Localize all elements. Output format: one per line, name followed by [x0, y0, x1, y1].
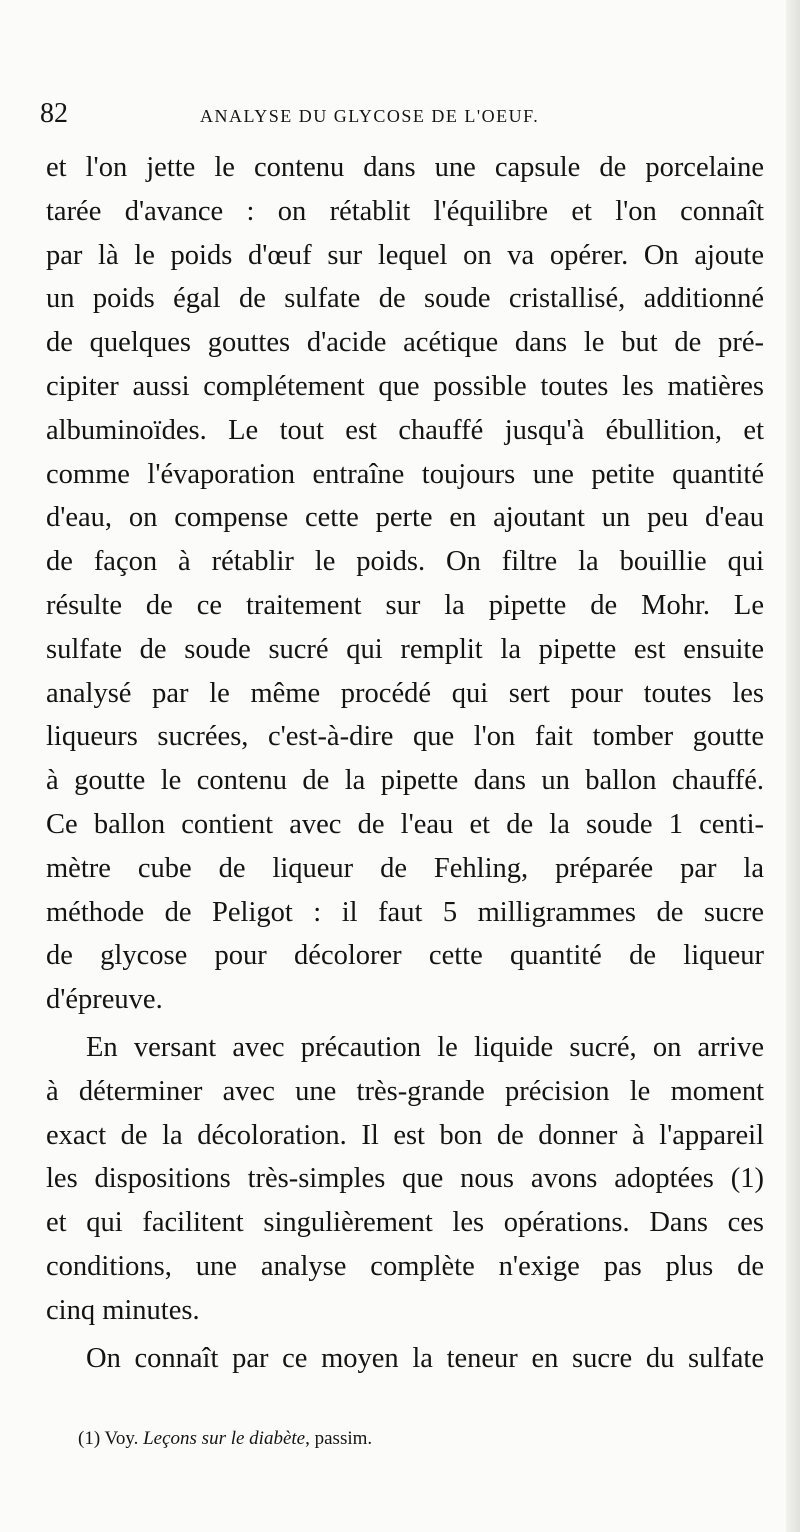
text-line: conditions, une analyse complète n'exige pas plus de	[46, 1250, 764, 1282]
body-text	[46, 146, 764, 1380]
text-line: à déterminer avec une très-grande précision le moment	[46, 1075, 764, 1107]
text-line: En versant avec précaution le liquide sucré, on arrive	[86, 1031, 764, 1063]
text-line: On connaît par ce moyen la teneur en sucre du sulfate	[86, 1342, 764, 1374]
text-line: de façon à rétablir le poids. On filtre la bouillie qui	[46, 546, 764, 578]
text-line: les dispositions très-simples que nous avons adoptées (1)	[46, 1163, 764, 1195]
footnote	[78, 1426, 372, 1452]
text-line: Ce ballon contient avec de l'eau et de la soude 1 centi-	[46, 808, 764, 840]
text-line: liqueurs sucrées, c'est-à-dire que l'on fait tomber goutte	[46, 721, 764, 753]
text-line: méthode de Peligot : il faut 5 milligrammes de sucre	[46, 896, 764, 928]
footnote-title: Leçons sur le diabète	[143, 1428, 306, 1449]
page-gutter-shadow	[786, 0, 800, 1532]
text-line: tarée d'avance : on rétablit l'équilibre et l'on connaît	[46, 195, 764, 227]
text-line: par là le poids d'œuf sur lequel on va opérer. On ajoute	[46, 239, 764, 271]
text-line: cinq minutes.	[46, 1294, 200, 1326]
paragraph-3	[46, 1337, 764, 1381]
text-line: de quelques gouttes d'acide acétique dans le but de pré-	[46, 327, 764, 359]
paragraph-2	[46, 1026, 764, 1333]
text-line: à goutte le contenu de la pipette dans un ballon chauffé.	[46, 765, 764, 797]
text-line: et l'on jette le contenu dans une capsule de porcelaine	[46, 152, 764, 183]
text-line: comme l'évaporation entraîne toujours une petite quantité	[46, 458, 764, 490]
page-number: 82	[40, 98, 68, 129]
running-title: ANALYSE DU GLYCOSE DE L'OEUF.	[200, 106, 540, 126]
text-line: cipiter aussi complétement que possible toutes les matières	[46, 370, 764, 402]
text-line: d'épreuve.	[46, 984, 163, 1016]
text-line: exact de la décoloration. Il est bon de donner à l'appareil	[46, 1119, 764, 1151]
text-line: de glycose pour décolorer cette quantité de liqueur	[46, 940, 764, 972]
text-line: et qui facilitent singulièrement les opérations. Dans ces	[46, 1207, 764, 1239]
text-line: sulfate de soude sucré qui remplit la pipette est ensuite	[46, 633, 764, 665]
footnote-rest: , passim.	[305, 1428, 373, 1449]
text-line: d'eau, on compense cette perte en ajoutant un peu d'eau	[46, 502, 764, 534]
text-line: résulte de ce traitement sur la pipette de Mohr. Le	[46, 589, 764, 621]
footnote-marker: (1) Voy.	[78, 1428, 139, 1449]
paragraph-1	[46, 146, 764, 1022]
text-line: analysé par le même procédé qui sert pour toutes les	[46, 677, 764, 709]
text-line: albuminoïdes. Le tout est chauffé jusqu'à ébullition, et	[46, 414, 764, 446]
page-header	[40, 96, 760, 136]
text-line: un poids égal de sulfate de soude cristallisé, additionné	[46, 283, 764, 315]
text-line: mètre cube de liqueur de Fehling, préparée par la	[46, 852, 764, 884]
